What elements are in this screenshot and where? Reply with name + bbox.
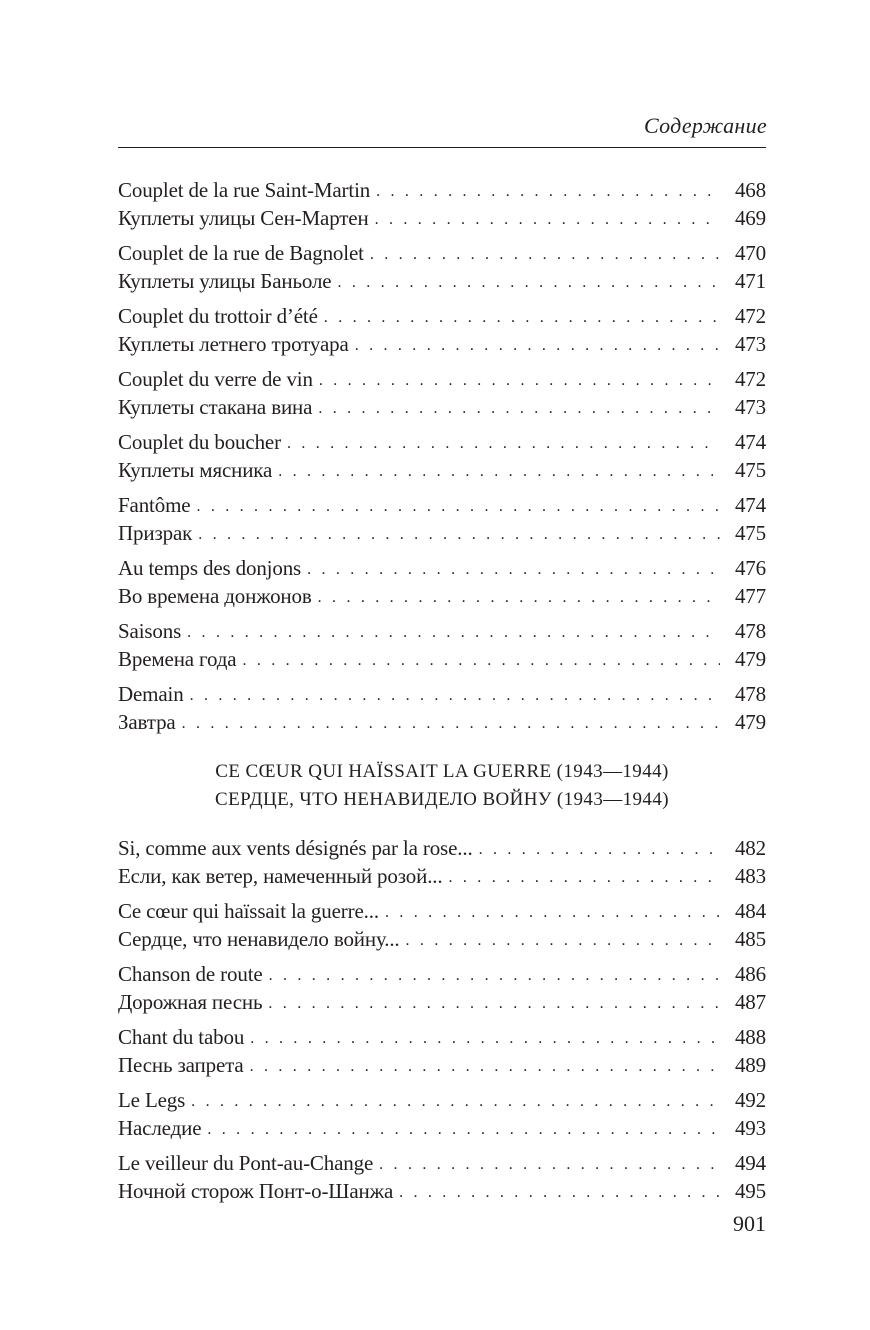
header-rule <box>118 147 766 148</box>
toc-entry-pair <box>118 617 766 673</box>
toc-entry-page: 468 <box>734 178 766 202</box>
toc-entry[interactable] <box>118 1149 766 1177</box>
toc-entry-title: Chant du tabou <box>118 1025 245 1049</box>
dot-leader <box>187 619 720 647</box>
toc-entry[interactable] <box>118 365 766 393</box>
dot-leader <box>191 1088 720 1116</box>
toc-entry-page: 474 <box>734 493 766 517</box>
toc-entry-page: 492 <box>734 1088 766 1112</box>
toc-entry-title: Куплеты стакана вина <box>118 395 313 419</box>
toc-entry-title: Во времена донжонов <box>118 584 312 608</box>
section-heading <box>118 758 766 814</box>
toc-entry-pair <box>118 428 766 484</box>
dot-leader <box>250 1025 720 1053</box>
toc-entry[interactable] <box>118 1051 766 1079</box>
toc-entry-pair <box>118 176 766 232</box>
toc-entry-page: 485 <box>734 927 766 951</box>
toc-entry-page: 474 <box>734 430 766 454</box>
running-header-title: Содержание <box>643 113 767 138</box>
toc-entry-title: Призрак <box>118 521 193 545</box>
toc-entry-pair <box>118 897 766 953</box>
toc-entry-title: Ce cœur qui haïssait la guerre... <box>118 899 379 923</box>
toc-entry-page: 470 <box>734 241 766 265</box>
toc-entry[interactable] <box>118 708 766 736</box>
toc-entry-page: 473 <box>734 395 766 419</box>
toc-entry[interactable] <box>118 393 766 421</box>
toc-entry[interactable] <box>118 239 766 267</box>
toc-entry[interactable] <box>118 1177 766 1205</box>
toc-entry-title: Demain <box>118 682 184 706</box>
toc-entry-page: 472 <box>734 367 766 391</box>
toc-entry-title: Couplet de la rue Saint-Martin <box>118 178 371 202</box>
toc-entry-page: 476 <box>734 556 766 580</box>
toc-entry-title: Si, comme aux vents désignés par la rose... <box>118 836 473 860</box>
toc-entry-pair <box>118 680 766 736</box>
dot-leader <box>269 962 720 990</box>
toc-entry[interactable] <box>118 680 766 708</box>
dot-leader <box>287 430 720 458</box>
toc-entry[interactable] <box>118 176 766 204</box>
toc-groups-after <box>118 834 766 1205</box>
dot-leader <box>307 556 720 584</box>
toc-entry-title: Завтра <box>118 710 176 734</box>
toc-entry-page: 469 <box>734 206 766 230</box>
toc-entry-pair <box>118 1086 766 1142</box>
toc-entry-title: Fantôme <box>118 493 191 517</box>
toc-entry[interactable] <box>118 1114 766 1142</box>
toc-entry-page: 482 <box>734 836 766 860</box>
toc-entry[interactable] <box>118 582 766 610</box>
toc-entry-pair <box>118 1149 766 1205</box>
toc-entry-page: 488 <box>734 1025 766 1049</box>
toc-entry-title: Наследие <box>118 1116 202 1140</box>
toc-entry-title: Куплеты улицы Баньоле <box>118 269 332 293</box>
toc-entry-pair <box>118 365 766 421</box>
toc-entry-title: Куплеты мясника <box>118 458 273 482</box>
toc-entry[interactable] <box>118 960 766 988</box>
toc-entry-page: 489 <box>734 1053 766 1077</box>
dot-leader <box>337 269 720 297</box>
dot-leader <box>196 493 720 521</box>
page-number: 901 <box>733 1211 766 1236</box>
toc-entry-page: 486 <box>734 962 766 986</box>
toc-entry-pair <box>118 491 766 547</box>
toc-entry-page: 483 <box>734 864 766 888</box>
dot-leader <box>324 304 720 332</box>
dot-leader <box>449 864 721 892</box>
toc-entry-page: 477 <box>734 584 766 608</box>
dot-leader <box>479 836 720 864</box>
dot-leader <box>190 682 720 710</box>
toc-entry[interactable] <box>118 988 766 1016</box>
dot-leader <box>379 1151 720 1179</box>
dot-leader <box>250 1053 720 1081</box>
toc-entry-title: Куплеты летнего тротуара <box>118 332 349 356</box>
dot-leader <box>207 1116 720 1144</box>
toc-entry-title: Сердце, что ненавидело войну... <box>118 927 400 951</box>
toc-entry[interactable] <box>118 897 766 925</box>
toc-entry-title: Если, как ветер, намеченный розой... <box>118 864 443 888</box>
toc-entry[interactable] <box>118 1086 766 1114</box>
dot-leader <box>182 710 720 738</box>
toc-entry[interactable] <box>118 834 766 862</box>
toc-entry-title: Ночной сторож Понт-о-Шанжа <box>118 1179 394 1203</box>
toc-entry-title: Le veilleur du Pont-au-Change <box>118 1151 374 1175</box>
dot-leader <box>355 332 720 360</box>
toc-entry-title: Песнь запрета <box>118 1053 244 1077</box>
toc-entry[interactable] <box>118 554 766 582</box>
toc-entry-title: Le Legs <box>118 1088 186 1112</box>
toc-entry[interactable] <box>118 302 766 330</box>
toc-entry[interactable] <box>118 456 766 484</box>
toc-entry[interactable] <box>118 428 766 456</box>
toc-entry-page: 495 <box>734 1179 766 1203</box>
toc-entry-pair <box>118 1023 766 1079</box>
toc-entry[interactable] <box>118 1023 766 1051</box>
table-of-contents <box>118 176 766 1205</box>
toc-entry-page: 478 <box>734 619 766 643</box>
toc-entry-title: Couplet du verre de vin <box>118 367 313 391</box>
toc-entry-page: 473 <box>734 332 766 356</box>
toc-entry-page: 475 <box>734 521 766 545</box>
section-heading-french: CE CŒUR QUI HAÏSSAIT LA GUERRE (1943—1944) <box>215 761 669 782</box>
toc-entry-title: Couplet du trottoir d’été <box>118 304 318 328</box>
dot-leader <box>318 584 720 612</box>
toc-entry-title: Couplet du boucher <box>118 430 281 454</box>
dot-leader <box>376 178 720 206</box>
toc-groups-before <box>118 176 766 736</box>
dot-leader <box>370 241 720 269</box>
dot-leader <box>198 521 720 549</box>
toc-entry-pair <box>118 554 766 610</box>
toc-entry-page: 475 <box>734 458 766 482</box>
dot-leader <box>385 899 720 927</box>
toc-entry[interactable] <box>118 862 766 890</box>
toc-entry-page: 484 <box>734 899 766 923</box>
toc-entry-page: 494 <box>734 1151 766 1175</box>
toc-entry[interactable] <box>118 925 766 953</box>
toc-entry-title: Куплеты улицы Сен-Мартен <box>118 206 369 230</box>
toc-entry-page: 487 <box>734 990 766 1014</box>
toc-entry-pair <box>118 302 766 358</box>
toc-entry-page: 478 <box>734 682 766 706</box>
toc-entry-title: Времена года <box>118 647 237 671</box>
toc-entry-pair <box>118 239 766 295</box>
toc-entry[interactable] <box>118 617 766 645</box>
toc-entry[interactable] <box>118 267 766 295</box>
toc-entry-title: Дорожная песнь <box>118 990 263 1014</box>
toc-entry-page: 472 <box>734 304 766 328</box>
dot-leader <box>375 206 720 234</box>
toc-entry-page: 479 <box>734 710 766 734</box>
toc-entry[interactable] <box>118 491 766 519</box>
toc-entry-title: Saisons <box>118 619 182 643</box>
toc-entry-page: 493 <box>734 1116 766 1140</box>
dot-leader <box>242 647 720 675</box>
dot-leader <box>319 367 720 395</box>
dot-leader <box>268 990 720 1018</box>
toc-entry-page: 471 <box>734 269 766 293</box>
dot-leader <box>399 1179 720 1207</box>
section-heading-russian: СЕРДЦЕ, ЧТО НЕНАВИДЕЛО ВОЙНУ (1943—1944) <box>215 789 669 810</box>
toc-entry-pair <box>118 960 766 1016</box>
dot-leader <box>406 927 720 955</box>
toc-entry-page: 479 <box>734 647 766 671</box>
dot-leader <box>278 458 720 486</box>
toc-entry[interactable] <box>118 519 766 547</box>
toc-entry-title: Au temps des donjons <box>118 556 302 580</box>
toc-entry[interactable] <box>118 330 766 358</box>
toc-entry[interactable] <box>118 645 766 673</box>
toc-entry[interactable] <box>118 204 766 232</box>
toc-entry-title: Chanson de route <box>118 962 263 986</box>
toc-entry-title: Couplet de la rue de Bagnolet <box>118 241 364 265</box>
dot-leader <box>318 395 720 423</box>
toc-entry-pair <box>118 834 766 890</box>
